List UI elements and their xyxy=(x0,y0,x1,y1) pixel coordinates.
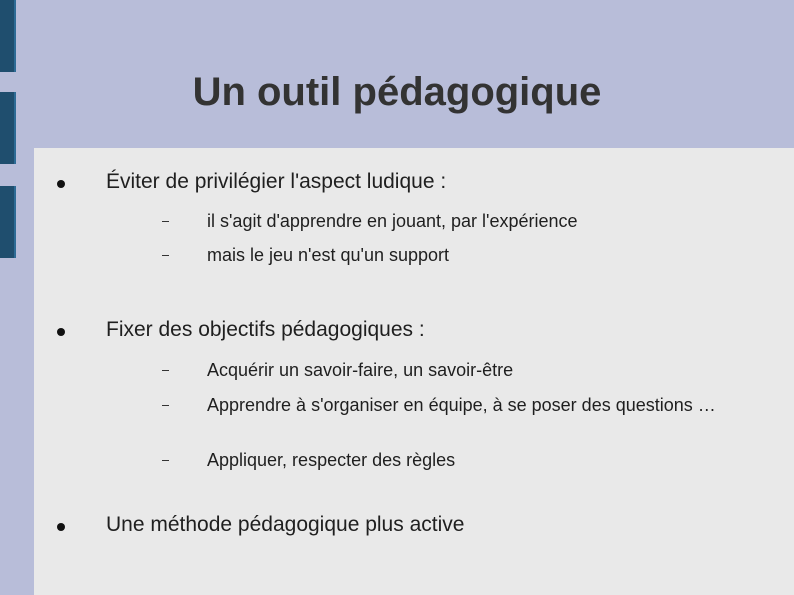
bullet-dot-icon xyxy=(57,523,65,531)
sub-bullet-label: Acquérir un savoir-faire, un savoir-être xyxy=(207,360,514,380)
slide-title xyxy=(0,70,794,115)
sub-bullet-label: Apprendre à s'organiser en équipe, à se poser des questions … xyxy=(207,395,716,415)
dash-icon xyxy=(162,405,169,406)
bullet-item xyxy=(106,318,425,342)
dash-icon xyxy=(162,221,169,222)
decorative-bar-bottom xyxy=(0,186,16,258)
sub-bullet-item xyxy=(207,359,767,381)
sub-bullet-item xyxy=(207,449,767,471)
sub-bullet-item xyxy=(207,394,752,416)
bullet-label: Une méthode pédagogique plus active xyxy=(106,513,465,536)
sub-bullet-item xyxy=(207,210,767,232)
bullet-label: Fixer des objectifs pédagogiques : xyxy=(106,318,425,341)
dash-icon xyxy=(162,255,169,256)
bullet-dot-icon xyxy=(57,328,65,336)
dash-icon xyxy=(162,460,169,461)
sub-bullet-label: Appliquer, respecter des règles xyxy=(207,450,456,470)
sub-bullet-label: mais le jeu n'est qu'un support xyxy=(207,245,450,265)
sub-bullet-item xyxy=(207,244,767,266)
bullet-item xyxy=(106,170,446,194)
bullet-item xyxy=(106,513,464,537)
slide-title-text: Un outil pédagogique xyxy=(192,70,602,114)
dash-icon xyxy=(162,370,169,371)
decorative-bar-top xyxy=(0,0,16,72)
bullet-dot-icon xyxy=(57,180,65,188)
bullet-label: Éviter de privilégier l'aspect ludique : xyxy=(106,170,447,193)
sub-bullet-label: il s'agit d'apprendre en jouant, par l'expérience xyxy=(207,211,578,231)
